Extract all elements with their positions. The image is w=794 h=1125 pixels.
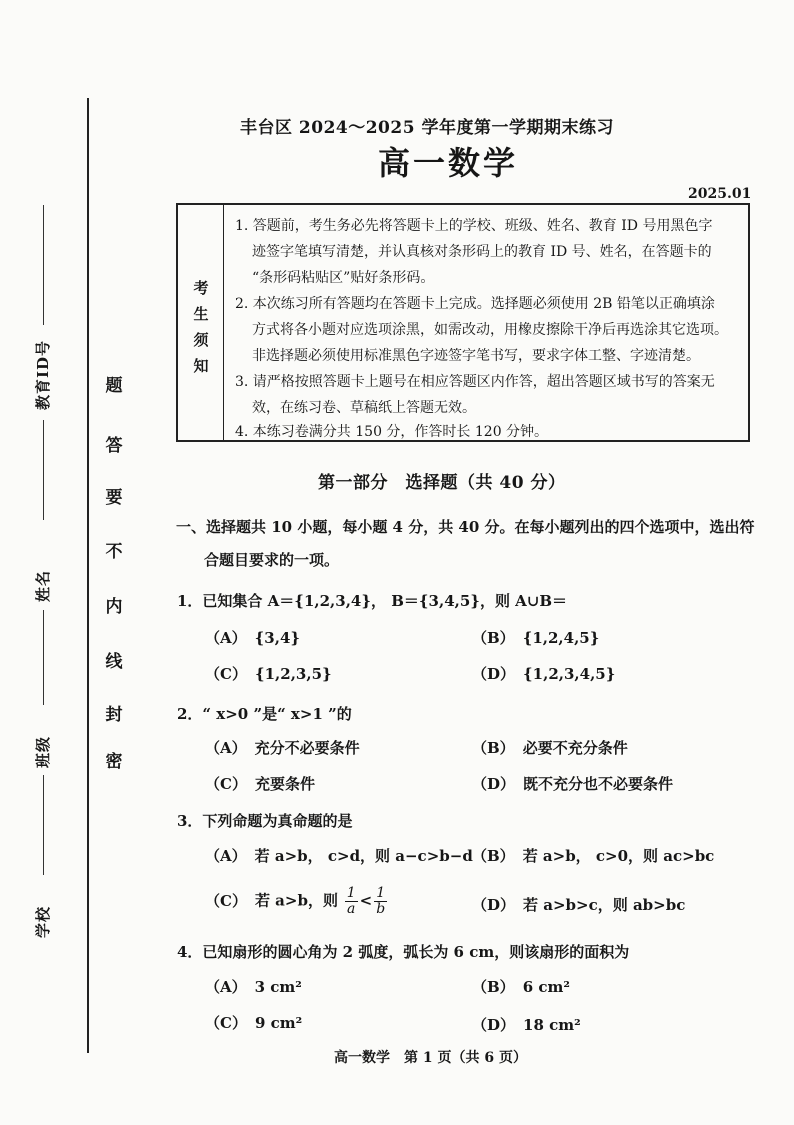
notice-line: 效，在练习卷、草稿纸上答题无效。: [252, 400, 476, 416]
option-text: 充要条件: [254, 775, 315, 793]
question-3-option-c: [205, 886, 389, 917]
question-2-stem: 2．“ x>0 ”是“ x>1 ”的: [177, 705, 352, 723]
fraction-denominator: a: [347, 901, 356, 917]
question-2-option-b: [472, 737, 628, 759]
question-1-option-d: [472, 663, 615, 685]
seal-char-da: 答: [105, 436, 123, 456]
option-label: （A）: [205, 739, 247, 757]
notice-heading-char: 须: [193, 331, 209, 349]
option-text: 9 cm²: [254, 1014, 303, 1032]
name-field-line: [43, 610, 44, 705]
seal-char-nei: 内: [105, 597, 123, 617]
fraction-one-over-a: [345, 886, 358, 917]
notice-line: 非选择题必须使用标准黑色字迹签字笔书写，要求字体工整、字迹清楚。: [252, 348, 700, 364]
fraction-denominator: b: [376, 901, 386, 917]
question-4-option-c: [205, 1012, 302, 1034]
notice-heading-char: 知: [193, 357, 209, 375]
option-label: （A）: [205, 629, 247, 647]
exam-title: 丰台区 2024～2025 学年度第一学期期末练习: [240, 118, 614, 138]
option-text: {1,2,3,4,5}: [523, 665, 616, 683]
question-2-option-c: [205, 773, 315, 795]
fraction-numerator: 1: [374, 886, 387, 902]
option-text: {3,4}: [254, 629, 301, 647]
option-text: 必要不充分条件: [522, 739, 628, 757]
option-text: 既不充分也不必要条件: [523, 775, 674, 793]
notice-line: 方式将各小题对应选项涂黑，如需改动，用橡皮擦除干净后再选涂其它选项。: [252, 322, 728, 338]
class-label: 班级: [34, 735, 52, 768]
less-than-sign: <: [359, 891, 373, 910]
seal-char-xian: 线: [105, 652, 123, 672]
option-text: 18 cm²: [523, 1016, 581, 1034]
seal-char-bu: 不: [105, 542, 123, 562]
question-3-option-b: [472, 845, 714, 867]
option-label: （A）: [205, 847, 247, 865]
question-4-option-d: [472, 1014, 581, 1036]
seal-char-feng: 封: [105, 705, 123, 725]
option-label: （D）: [472, 775, 516, 793]
notice-heading: [178, 205, 224, 440]
binding-line: [87, 98, 89, 1053]
notice-line: 2. 本次练习所有答题均在答题卡上完成。选择题必须使用 2B 铅笔以正确填涂: [235, 296, 715, 312]
question-1-option-b: [472, 627, 599, 649]
notice-line: 4. 本练习卷满分共 150 分，作答时长 120 分钟。: [235, 424, 549, 440]
option-label: （C）: [205, 775, 247, 793]
school-label: 学校: [34, 905, 52, 938]
option-text: 若 a>b，则: [254, 891, 338, 910]
notice-heading-char: 考: [193, 279, 209, 297]
fraction-one-over-b: [374, 886, 387, 917]
seal-char-ti: 题: [105, 376, 123, 396]
question-4-option-a: [205, 976, 302, 998]
option-label: （D）: [472, 896, 516, 914]
class-field-line: [43, 775, 44, 875]
question-3-stem: 3．下列命题为真命题的是: [177, 812, 353, 830]
candidate-notice-box: [176, 203, 750, 442]
option-text: 若 a>b， c>d，则 a−c>b−d: [254, 847, 473, 865]
exam-date: 2025.01: [688, 186, 752, 202]
notice-line: 迹签字笔填写清楚，并认真核对条形码上的教育 ID 号、姓名，在答题卡的: [252, 244, 712, 260]
question-4-stem: 4．已知扇形的圆心角为 2 弧度，弧长为 6 cm，则该扇形的面积为: [177, 943, 630, 961]
section-instruction: 一、选择题共 10 小题，每小题 4 分，共 40 分。在每小题列出的四个选项中，选出符: [176, 518, 755, 536]
option-text: 充分不必要条件: [254, 739, 360, 757]
option-label: （C）: [205, 665, 247, 683]
option-text: 若 a>b， c>0，则 ac>bc: [522, 847, 715, 865]
question-1-option-c: [205, 663, 332, 685]
question-1-option-a: [205, 627, 300, 649]
question-4-option-b: [472, 976, 570, 998]
option-label: （D）: [472, 665, 516, 683]
option-label: （B）: [472, 629, 515, 647]
option-text: 6 cm²: [522, 978, 570, 996]
option-text: 若 a>b>c，则 ab>bc: [523, 896, 686, 914]
option-label: （B）: [472, 978, 515, 996]
option-label: （B）: [472, 739, 515, 757]
option-label: （C）: [205, 1014, 247, 1032]
question-1-stem: 1．已知集合 A＝{1,2,3,4}， B＝{3,4,5}，则 A∪B＝: [177, 592, 568, 610]
page-footer: 高一数学 第 1 页（共 6 页）: [334, 1050, 527, 1066]
option-label: （C）: [205, 891, 247, 910]
fraction-numerator: 1: [346, 885, 356, 901]
part-title: 第一部分 选择题（共 40 分）: [318, 473, 566, 493]
name-label: 姓名: [34, 569, 52, 602]
subject-title: 高一数学: [378, 144, 519, 182]
top-field-line: [43, 205, 44, 325]
notice-heading-char: 生: [193, 305, 209, 323]
notice-line: 3. 请严格按照答题卡上题号在相应答题区内作答，超出答题区域书写的答案无: [235, 374, 715, 390]
education-id-field-line: [43, 420, 44, 520]
notice-line: “条形码粘贴区”贴好条形码。: [252, 270, 435, 286]
question-2-option-a: [205, 737, 360, 759]
section-instruction: 合题目要求的一项。: [204, 551, 340, 569]
question-3-option-d: [472, 894, 685, 916]
seal-char-mi: 密: [105, 752, 123, 772]
question-3-option-a: [205, 845, 473, 867]
question-2-option-d: [472, 773, 673, 795]
option-label: （B）: [472, 847, 515, 865]
option-text: {1,2,3,5}: [254, 665, 332, 683]
education-id-label: 教育ID号: [34, 339, 52, 410]
option-text: 3 cm²: [254, 978, 302, 996]
option-label: （D）: [472, 1016, 516, 1034]
seal-char-yao: 要: [105, 488, 123, 508]
option-label: （A）: [205, 978, 247, 996]
option-text: {1,2,4,5}: [522, 629, 600, 647]
notice-line: 1. 答题前，考生务必先将答题卡上的学校、班级、姓名、教育 ID 号用黑色字: [235, 218, 713, 234]
